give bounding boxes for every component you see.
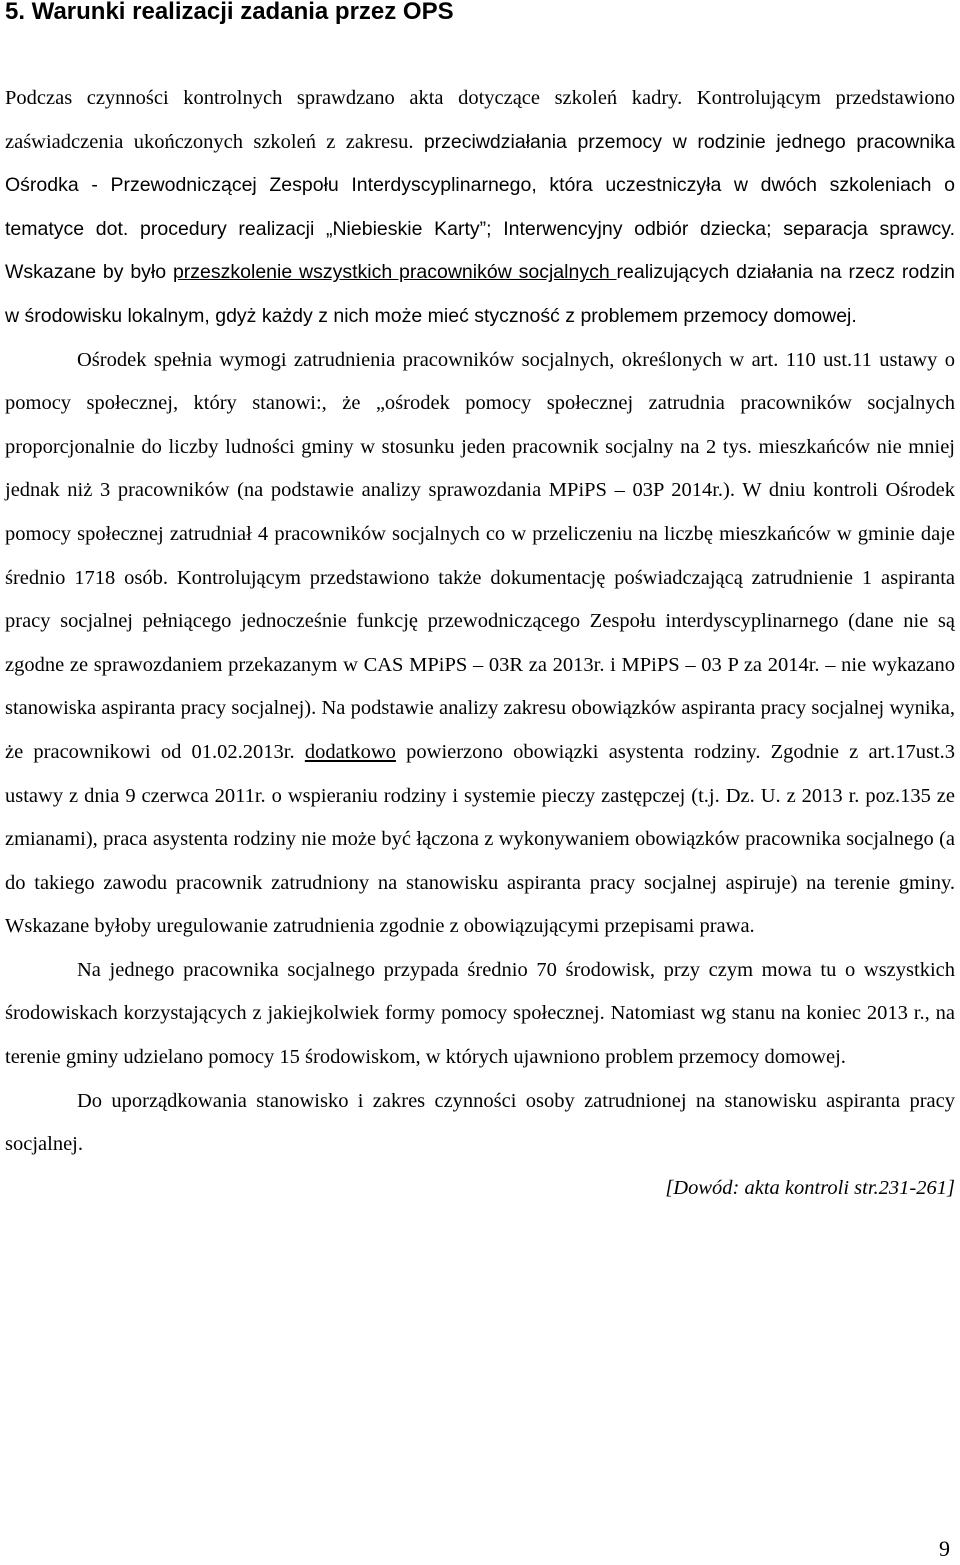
p1-text-b: przeciwdziałania przemocy w rodzinie jednego pracownika Ośrodka - Przewodniczącej Zespołu Interdyscyplinarnego, która uczestniczyła w dwóch szkoleniach o tematyce dot. procedury realizacji „Niebieskie Karty”; Interwencyjny odbiór dziecka; separacja sprawcy. [5, 130, 956, 240]
p2-text-c: powierzono obowiązki asystenta rodziny. Zgodnie z art.17ust.3 ustawy z dnia 9 czerwca 2011r. o wspieraniu rodziny i systemie pieczy zastępczej (t.j. Dz. U. z 2013 r. poz.135 ze zmianami), praca asystenta rodziny nie może być łączona z wykonywaniem obowiązków pracownika socjalnego (a do takiego zawodu pracownik zatrudniony na stanowisku aspiranta pracy socjalnej aspiruje) na terenie gminy. Wskazane byłoby uregulowanie zatrudnienia zgodnie z obowiązującymi przepisami prawa. [5, 740, 955, 938]
p2-underlined-text: dodatkowo [304, 740, 396, 763]
paragraph-recommendation: Do uporządkowania stanowisko i zakres czynności osoby zatrudnionej na stanowisku aspiranta pracy socjalnej. [5, 1089, 955, 1156]
paragraph-caseload: Na jednego pracownika socjalnego przypada średnio 70 środowisk, przy czym mowa tu o wszystkich środowiskach korzystających z jakiejkolwiek formy pomocy społecznej. Natomiast wg stanu na koniec 2013 r., na terenie gminy udzielano pomocy 15 środowiskom, w których ujawniono problem przemocy domowej. [5, 958, 955, 1069]
p1-underlined-text: przeszkolenie wszystkich pracowników socjalnych [172, 261, 617, 284]
p2-text-a: Ośrodek spełnia wymogi zatrudnienia pracowników socjalnych, określonych w art. 110 ust.11 ustawy o pomocy społecznej, który stanowi:, że „ośrodek pomocy społecznej zatrudnia pracowników socjalnych proporcjonalnie do liczby ludności gminy w stosunku jeden pracownik socjalny na 2 tys. mieszkańców nie mniej jednak niż 3 pracowników (na podstawie analizy sprawozdania MPiPS – 03P 2014r.). W dniu kontroli Ośrodek pomocy społecznej zatrudniał 4 pracowników socjalnych co w przeliczeniu na liczbę mieszkańców w gminie daje średnio 1718 osób. Kontrolującym przedstawiono także dokumentację poświadczającą zatrudnienie 1 aspiranta pracy socjalnej pełniącego jednocześnie funkcję przewodniczącego Zespołu interdyscyplinarnego (dane nie są zgodne ze sprawozdaniem przekazanym w CAS MPiPS – 03R za 2013r. i MPiPS – 03 P za 2014r. – nie wykazano stanowiska aspiranta pracy socjalnej). Na podstawie analizy zakresu obowiązków aspiranta pracy socjalnej wynika, że pracownikowi od 01.02.2013r. [5, 348, 955, 763]
evidence-reference: [Dowód: akta kontroli str.231-261] [665, 1176, 955, 1199]
section-title: 5. Warunki realizacji zadania przez OPS [5, 0, 454, 25]
p1-text-c: Wskazane by było [5, 261, 173, 284]
p1-text-e: realizujących działania na rzecz rodzin w środowisku lokalnym, gdyż każdy z nich może mieć styczność z problemem przemocy domowej. [5, 261, 956, 327]
document-body [5, 77, 955, 1210]
paragraph-employment [5, 339, 955, 949]
page-number: 9 [939, 1536, 950, 1561]
p1-text-a: Podczas czynności kontrolnych sprawdzano akta dotyczące szkoleń kadry. Kontrolującym przedstawiono zaświadczenia ukończonych szkoleń z zakresu. [5, 87, 955, 153]
paragraph-trainings [5, 77, 955, 339]
